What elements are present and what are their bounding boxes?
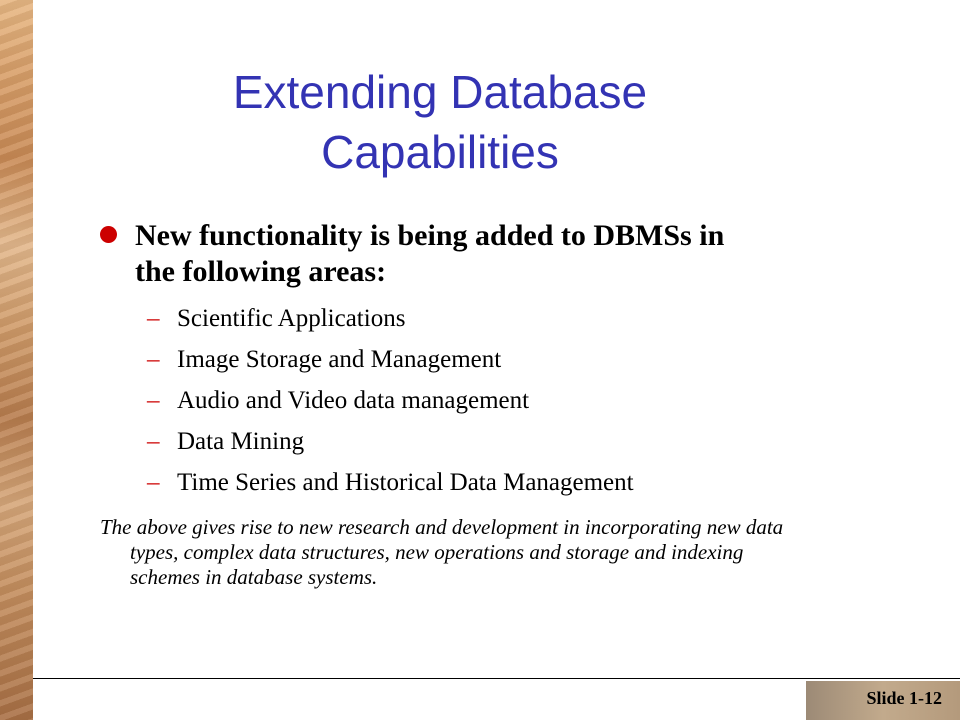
dash-icon: –: [147, 305, 160, 332]
slide-title-line-2: Capabilities: [321, 126, 559, 178]
sub-bullet-label: Data Mining: [177, 428, 305, 455]
bullet-dot-icon: [100, 226, 117, 243]
dash-icon: –: [147, 428, 160, 455]
dash-icon: –: [147, 469, 160, 496]
sub-bullet-item: [147, 345, 807, 375]
slide-number: Slide 1-12: [866, 688, 942, 708]
sub-bullet-label: Image Storage and Management: [177, 346, 502, 373]
italic-note: The above gives rise to new research and development in incorporating new data types, complex data structures, new operations and storage and indexing schemes in database systems.: [100, 515, 784, 589]
sub-bullet-item: [147, 427, 807, 457]
sub-bullet-item: [147, 304, 807, 334]
sub-bullet-list: [147, 304, 807, 509]
sub-bullet-item: [147, 386, 807, 416]
dash-icon: –: [147, 346, 160, 373]
sub-bullet-label: Audio and Video data management: [177, 387, 530, 414]
main-bullet-text: New functionality is being added to DBMSs in the following areas:: [135, 219, 725, 288]
slide-title-line-1: Extending Database: [232, 66, 648, 118]
dash-icon: –: [147, 387, 160, 414]
sub-bullet-item: [147, 468, 807, 498]
footer-divider: [33, 678, 960, 679]
sub-bullet-label: Scientific Applications: [177, 305, 406, 332]
sub-bullet-label: Time Series and Historical Data Management: [177, 469, 634, 496]
slide-title: [100, 62, 780, 182]
main-bullet: [100, 218, 740, 290]
decorative-sand-strip: [0, 0, 33, 720]
slide-number-tab: [806, 681, 960, 720]
